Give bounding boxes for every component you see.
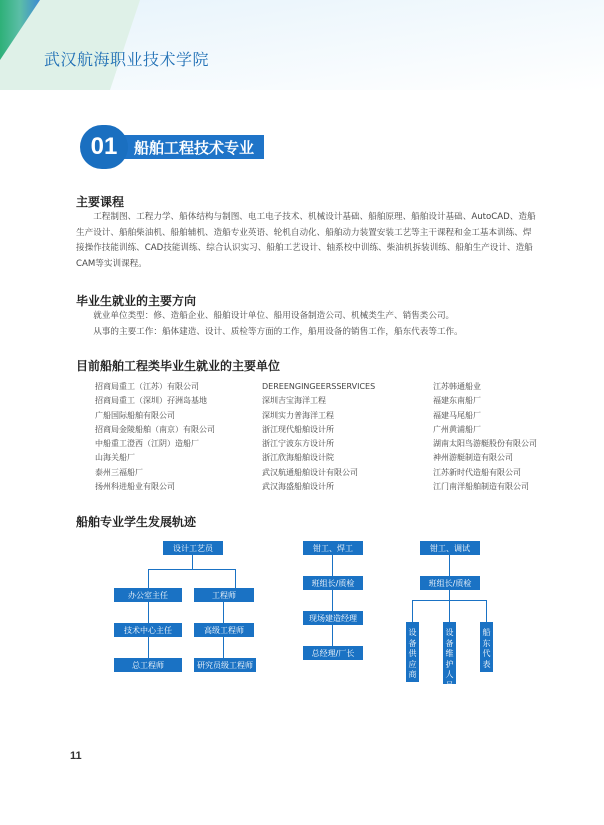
- connector-line: [223, 637, 224, 658]
- section-title-badge: [80, 125, 264, 169]
- career-node-vertical: 设备维护人员: [443, 622, 456, 684]
- employer-item: 广船国际船舶有限公司: [95, 410, 175, 420]
- section-title: 船舶工程技术专业: [114, 135, 264, 159]
- employer-item: 浙江现代船舶设计所: [262, 424, 334, 434]
- employment-text-block: [76, 309, 538, 340]
- employer-column-2: [262, 380, 375, 494]
- employer-item: 扬州科进船业有限公司: [95, 482, 175, 492]
- connector-line: [486, 600, 487, 622]
- header-decoration: [0, 0, 604, 90]
- courses-text-block: [76, 210, 538, 272]
- career-node: 钳工、调试: [420, 541, 480, 555]
- connector-line: [148, 637, 149, 658]
- career-path-diagram: [0, 535, 604, 695]
- career-node: 班组长/质检: [420, 576, 480, 590]
- employer-item: 广州黄浦船厂: [433, 424, 481, 434]
- career-node: 现场建造经理: [303, 611, 363, 625]
- courses-heading: 主要课程: [76, 195, 125, 209]
- employer-item: DEREENGINGEERSSERVICES: [262, 382, 376, 391]
- employer-item: 江苏韩通船业: [433, 382, 481, 391]
- career-node: 班组长/质检: [303, 576, 363, 590]
- employer-column-3: [433, 380, 537, 494]
- employment-line-1: 就业单位类型：修、造船企业、船舶设计单位、船用设备制造公司、机械类生产、销售类公司。: [93, 311, 455, 321]
- employer-item: 山海关船厂: [95, 453, 135, 463]
- career-node: 钳工、焊工: [303, 541, 363, 555]
- employer-item: 浙江欣海船舶设计院: [262, 453, 334, 463]
- career-node: 总工程师: [114, 658, 182, 672]
- employer-item: 神州游艇制造有限公司: [433, 453, 513, 463]
- connector-line: [235, 569, 236, 588]
- connector-line: [332, 625, 333, 646]
- connector-line: [332, 555, 333, 576]
- connector-line: [148, 569, 149, 588]
- employment-heading: 毕业生就业的主要方向: [76, 294, 197, 308]
- employer-column-1: [95, 380, 215, 494]
- employer-item: 招商局金陵船舶（南京）有限公司: [95, 424, 215, 434]
- employer-item: 武汉海盛船舶设计所: [262, 482, 334, 492]
- connector-line: [148, 602, 149, 623]
- courses-text: 工程制图、工程力学、船体结构与制图、电工电子技术、机械设计基础、船舶原理、船舶设计基础、AutoCAD、造船生产设计、船舶柴油机、船舶辅机、造船专业英语、轮机自动化、船舶动力装置安装工艺等主干课程和金工基本训练、焊接操作技能训练、CAD技能训练、综合认识实习、船舶工艺设计、轴系校中训练、柴油机拆装训练、船舶生产设计、造船CAM等实训课程。: [76, 212, 536, 269]
- school-name: 武汉航海职业技术学院: [44, 50, 210, 69]
- employer-item: 泰州三福船厂: [95, 467, 143, 477]
- connector-line: [148, 569, 236, 570]
- career-node: 办公室主任: [114, 588, 182, 602]
- employer-item: 湖南太阳鸟游艇股份有限公司: [433, 439, 537, 449]
- connector-line: [192, 555, 193, 569]
- employer-item: 武汉航通船舶设计有限公司: [262, 467, 358, 477]
- page-number: 11: [70, 750, 82, 762]
- employer-item: 浙江宁波东方设计所: [262, 439, 334, 449]
- career-node: 技术中心主任: [114, 623, 182, 637]
- connector-line: [332, 590, 333, 611]
- employer-item: 深圳实力普海洋工程: [262, 410, 334, 420]
- career-node: 设计工艺员: [163, 541, 223, 555]
- employer-item: 福建马尾船厂: [433, 410, 481, 420]
- career-node: 研究员级工程师: [194, 658, 256, 672]
- connector-line: [449, 555, 450, 576]
- employment-line-2: 从事的主要工作：船体建造、设计、质检等方面的工作，船用设备的销售工作，船东代表等工作。: [93, 326, 463, 337]
- career-node-vertical: 设备供应商: [406, 622, 419, 682]
- header-band: [0, 0, 604, 90]
- section-number: 01: [80, 125, 128, 169]
- employer-item: 福建东南船厂: [433, 396, 481, 406]
- career-node: 高级工程师: [194, 623, 254, 637]
- career-heading: 船舶专业学生发展轨迹: [76, 515, 197, 529]
- connector-line: [412, 600, 413, 622]
- employer-item: 江苏新时代造船有限公司: [433, 467, 521, 477]
- career-node: 工程师: [194, 588, 254, 602]
- employer-item: 招商局重工（江苏）有限公司: [95, 382, 199, 391]
- employer-item: 江门南洋船舶制造有限公司: [433, 482, 529, 492]
- employers-heading: 目前船舶工程类毕业生就业的主要单位: [76, 359, 281, 373]
- employer-item: 招商局重工（深圳）孖洲岛基地: [95, 396, 207, 406]
- connector-line: [449, 600, 450, 622]
- connector-line: [223, 602, 224, 623]
- career-node-vertical: 船东代表: [480, 622, 493, 672]
- career-node: 总经理/厂长: [303, 646, 363, 660]
- employer-item: 中船重工澄西（江阴）造船厂: [95, 439, 199, 449]
- connector-line: [449, 590, 450, 600]
- employer-item: 深圳吉宝海洋工程: [262, 396, 326, 406]
